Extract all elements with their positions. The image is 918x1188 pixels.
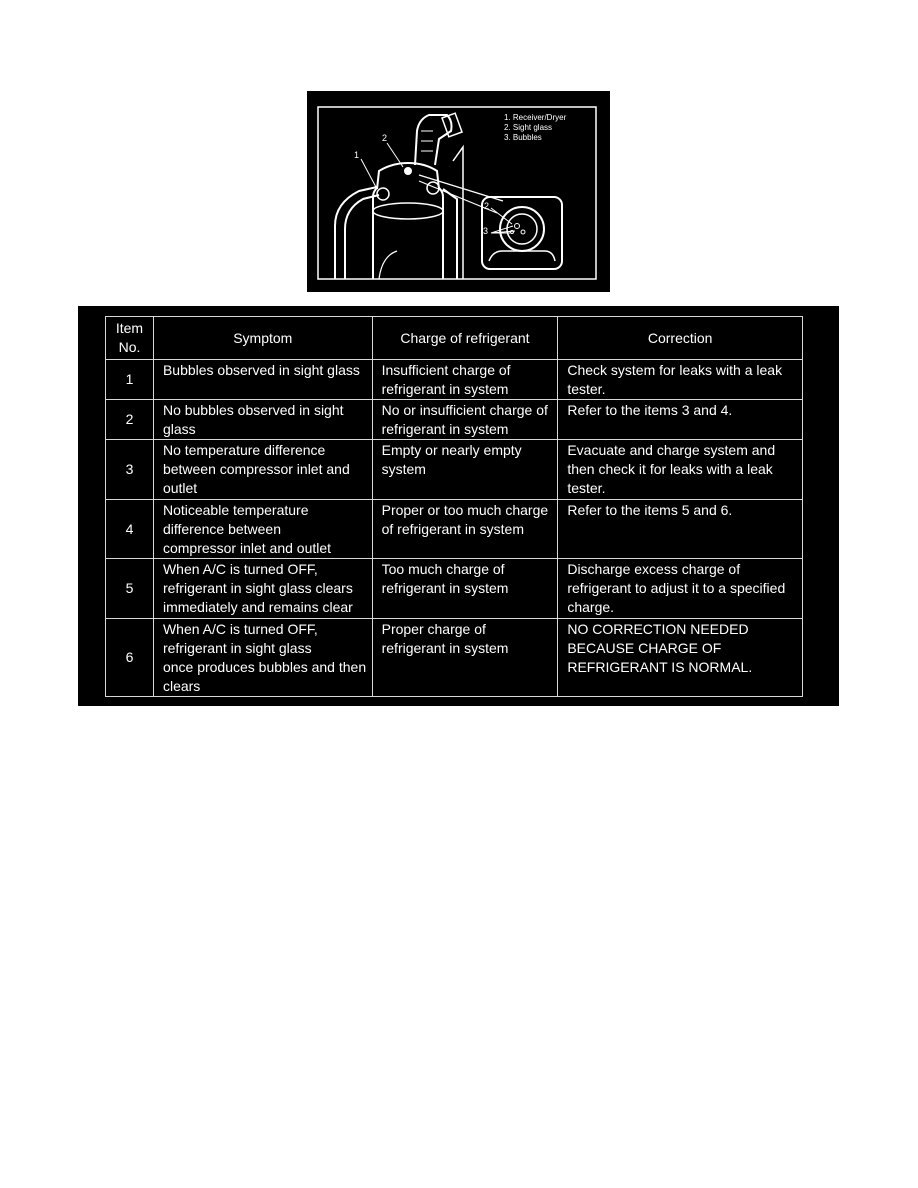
refrigerant-charge-table: [105, 316, 803, 697]
charge-cell: Proper or too much charge of refrigerant in system: [372, 500, 558, 559]
item-number: 5: [106, 559, 154, 619]
charge-cell: Empty or nearly empty system: [372, 440, 558, 500]
symptom-cell: Noticeable temperature difference between compressor inlet and outlet: [153, 500, 372, 559]
table-header-row: [106, 317, 803, 360]
legend-item: 1. Receiver/Dryer: [504, 113, 567, 122]
pressure-switch: [415, 115, 452, 165]
table-row: [106, 619, 803, 697]
legend-item: 2. Sight glass: [504, 123, 553, 132]
correction-cell: Refer to the items 5 and 6.: [558, 500, 803, 559]
table-row: [106, 500, 803, 559]
item-number: 3: [106, 440, 154, 500]
bubble: [521, 230, 525, 234]
header-correction: Correction: [558, 317, 803, 360]
item-number: 2: [106, 400, 154, 440]
charge-cell: Proper charge of refrigerant in system: [372, 619, 558, 697]
item-number: 4: [106, 500, 154, 559]
receiver-band: [373, 203, 443, 219]
correction-cell: Discharge excess charge of refrigerant to adjust it to a specified charge.: [558, 559, 803, 619]
symptom-cell: Bubbles observed in sight glass: [153, 360, 372, 400]
correction-cell: Check system for leaks with a leak tester.: [558, 360, 803, 400]
illustration-legend: [504, 113, 566, 143]
table-row: [106, 559, 803, 619]
header-item-no: Item No.: [106, 317, 154, 360]
receiver-body: [373, 183, 443, 279]
refrigerant-charge-table-panel: [78, 306, 839, 706]
inlet-fitting: [377, 188, 389, 200]
symptom-cell: When A/C is turned OFF, refrigerant in sight glass clears immediately and remains clear: [153, 559, 372, 619]
header-symptom: Symptom: [153, 317, 372, 360]
table-row: [106, 440, 803, 500]
correction-cell: NO CORRECTION NEEDED BECAUSE CHARGE OF REFRIGERANT IS NORMAL.: [558, 619, 803, 697]
table-row: [106, 400, 803, 440]
item-number: 1: [106, 360, 154, 400]
right-pipe: [443, 189, 457, 279]
charge-cell: Insufficient charge of refrigerant in system: [372, 360, 558, 400]
charge-cell: No or insufficient charge of refrigerant in system: [372, 400, 558, 440]
symptom-cell: When A/C is turned OFF, refrigerant in sight glass once produces bubbles and then clears: [153, 619, 372, 697]
symptom-cell: No bubbles observed in sight glass: [153, 400, 372, 440]
correction-cell: Evacuate and charge system and then check it for leaks with a leak tester.: [558, 440, 803, 500]
correction-cell: Refer to the items 3 and 4.: [558, 400, 803, 440]
item-number: 6: [106, 619, 154, 697]
charge-cell: Too much charge of refrigerant in system: [372, 559, 558, 619]
left-pipe-outer: [335, 187, 377, 279]
receiver-dryer-illustration: [307, 91, 610, 292]
callout-2-inset: 2: [484, 201, 490, 211]
legend-item: 3. Bubbles: [504, 133, 542, 142]
symptom-cell: No temperature difference between compressor inlet and outlet: [153, 440, 372, 500]
bubble: [515, 224, 520, 229]
callout-3-inset: 3: [483, 226, 489, 236]
table-row: [106, 360, 803, 400]
sight-glass-mark: [404, 167, 412, 175]
callout-1: 1: [354, 150, 360, 160]
header-charge: Charge of refrigerant: [372, 317, 558, 360]
callout-2: 2: [382, 133, 388, 143]
